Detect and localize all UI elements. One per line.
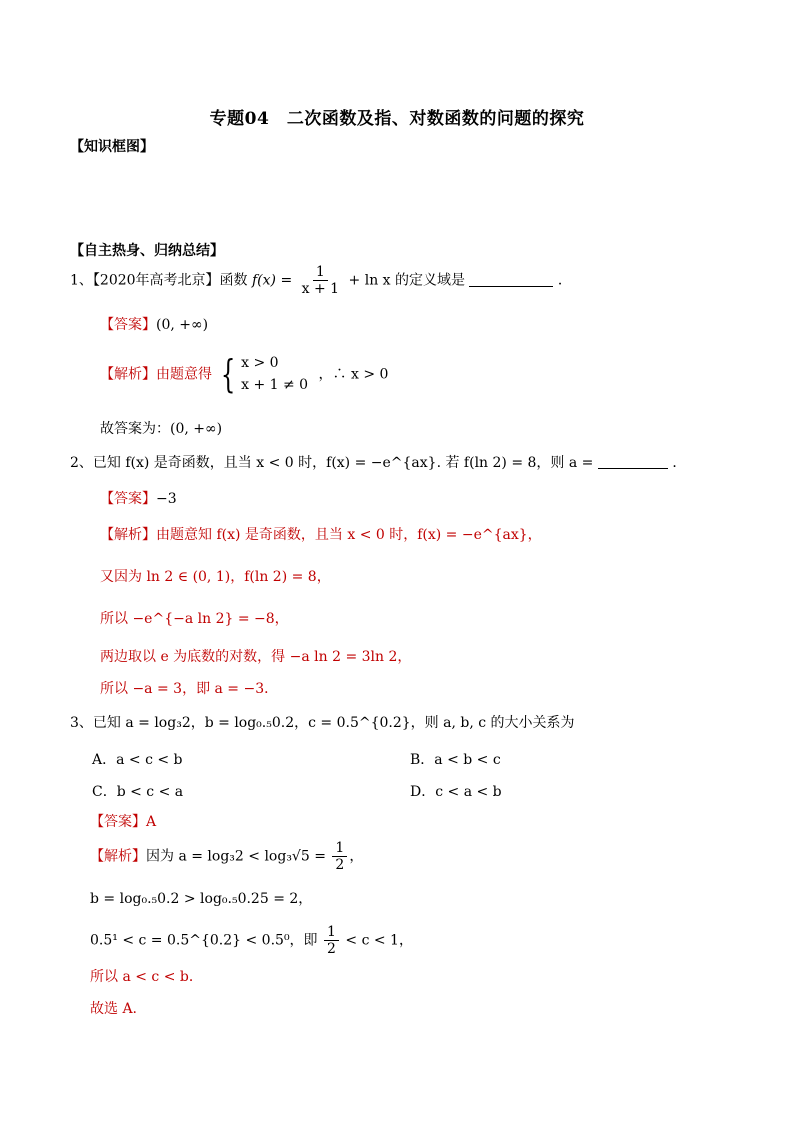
question-2 (70, 452, 686, 472)
q1-fraction-den: x + 1 (301, 281, 340, 298)
q2-end: ． (672, 455, 687, 471)
q2-analysis-line-3: 所以 −e^{−a ln 2} = −8， (100, 611, 289, 627)
q3-option-d: D．c < a < b (410, 784, 502, 800)
q2-analysis-text-1: 由题意知 f(x) 是奇函数，且当 x < 0 时，f(x) = −e^{ax}， (156, 527, 542, 543)
q1-analysis-text: 由题意得 (156, 366, 212, 383)
q3-analysis-line-1 (90, 840, 363, 873)
q1-tail: + ln x 的定义域是 (348, 272, 466, 289)
q1-analysis-label: 【解析】 (100, 366, 156, 383)
q1-answer-blank (469, 272, 553, 287)
page-title: 专题04 二次函数及指、对数函数的问题的探究 (209, 109, 585, 129)
q3-analysis-text-3a: 0.5¹ < c = 0.5^{0.2} < 0.5⁰，即 (90, 932, 323, 949)
question-3: 3、已知 a = log₃2，b = log₀.₅0.2，c = 0.5^{0.2}，则 a, b, c 的大小关系为 (70, 715, 575, 731)
q1-fx: f(x) = (252, 272, 297, 289)
section-warmup: 【自主热身、归纳总结】 (70, 243, 224, 259)
q3-analysis-line-4: 所以 a < c < b． (90, 969, 203, 985)
q3-analysis-text-3b: < c < 1， (340, 932, 413, 949)
q3-analysis-text-1b: ， (349, 848, 364, 865)
q3-analysis-line-5: 故选 A. (90, 1001, 138, 1017)
q2-answer (100, 488, 177, 508)
q3-half-fraction-2 (324, 924, 339, 957)
q3-half-fraction (332, 840, 347, 873)
q1-answer-value: (0, +∞) (156, 317, 209, 333)
q2-analysis-line-5: 所以 −a = 3，即 a = −3． (100, 681, 279, 697)
q1-prefix: 1、【2020年高考北京】函数 (70, 272, 248, 289)
q2-analysis-line-4: 两边取以 e 为底数的对数，得 −a ln 2 = 3ln 2， (100, 649, 412, 665)
q1-cond-2: x + 1 ≠ 0 (241, 377, 309, 394)
q3-analysis-text-1a: 因为 a = log₃2 < log₃√5 = (146, 848, 331, 865)
question-1 (70, 264, 572, 297)
section-knowledge-frame: 【知识框图】 (70, 139, 154, 155)
q2-analysis-label: 【解析】 (100, 527, 156, 543)
q2-analysis-line-1 (100, 524, 542, 544)
q2-text: 2、已知 f(x) 是奇函数，且当 x < 0 时，f(x) = −e^{ax}. 若 f(ln 2) = 8，则 a = (70, 455, 594, 471)
q1-answer-label: 【答案】 (100, 317, 156, 333)
q3-half-num-2: 1 (324, 924, 339, 941)
q1-fraction (299, 264, 342, 297)
q3-half-den: 2 (335, 857, 345, 874)
q2-answer-value: −3 (156, 491, 177, 507)
q1-end: ． (557, 272, 572, 289)
q1-answer (100, 314, 208, 334)
q3-answer-label: 【答案】 (90, 814, 146, 830)
system-brace: { (221, 352, 236, 397)
q2-answer-label: 【答案】 (100, 491, 156, 507)
q3-analysis-line-2: b = log₀.₅0.2 > log₀.₅0.25 = 2， (90, 891, 313, 907)
q3-option-c: C．b < c < a (92, 784, 184, 800)
q3-analysis-line-3 (90, 924, 413, 957)
q3-analysis-label: 【解析】 (90, 848, 146, 865)
q3-option-a: A．a < c < b (92, 752, 183, 768)
q1-analysis (100, 352, 388, 397)
q3-answer-value: A (146, 814, 157, 830)
q1-fraction-num: 1 (313, 264, 328, 281)
q3-half-num: 1 (332, 840, 347, 857)
q3-option-b: B．a < b < c (410, 752, 501, 768)
q3-half-den-2: 2 (327, 941, 336, 958)
q1-cond-1: x > 0 (241, 355, 279, 371)
q2-analysis-line-2: 又因为 ln 2 ∈ (0, 1)，f(ln 2) = 8， (100, 569, 331, 585)
q2-answer-blank (598, 454, 668, 469)
q1-final: 故答案为：(0, +∞) (100, 421, 223, 437)
q3-answer (90, 811, 156, 831)
q1-conclusion: ，∴ x > 0 (318, 366, 389, 383)
q1-condition-system (241, 352, 308, 397)
